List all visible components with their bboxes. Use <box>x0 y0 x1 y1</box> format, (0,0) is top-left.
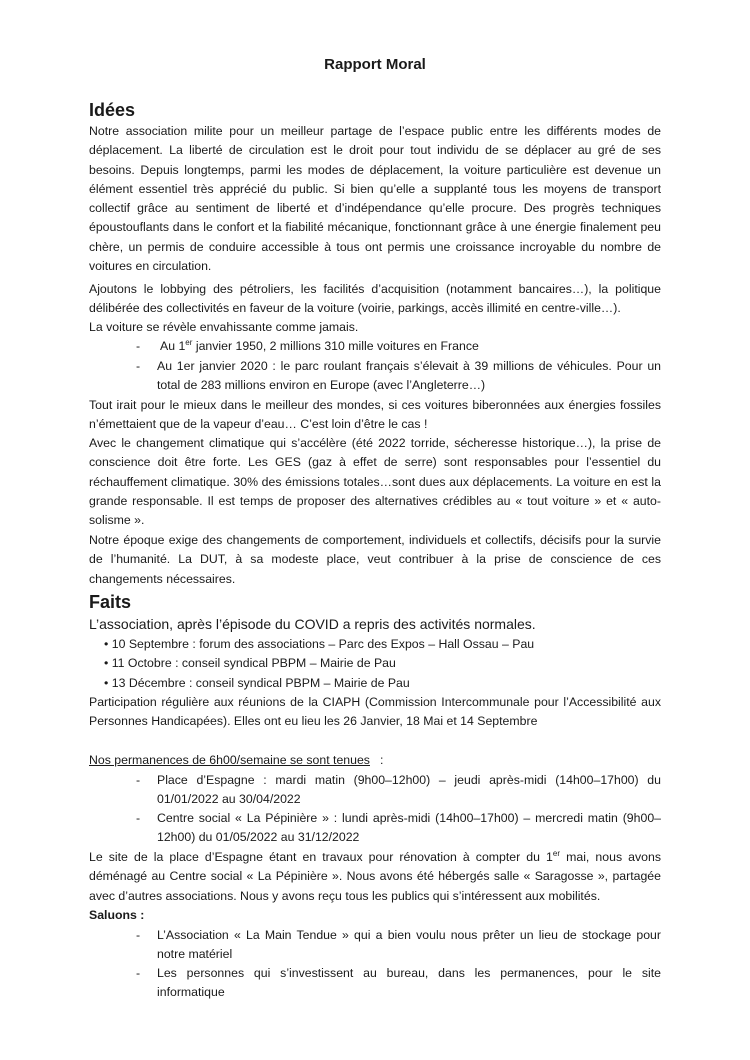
paragraph-demenagement: Le site de la place d’Espagne étant en travaux pour rénovation à compter du 1er mai, nous avons déménagé au Centre social « La Pépinière ». Nous avons été hébergés salle « Saragosse », partagée avec d’autres associations. Nous y avons reçu tous les publics qui s’intéressent aux mobilités. <box>89 848 661 903</box>
paragraph-intro: Notre association milite pour un meilleur partage de l’espace public entre les différents modes de déplacement. La liberté de circulation est le droit pour tout individu de se déplacer au gré de ses besoins. Depuis longtemps, parmi les modes de déplacement, la voiture particulière est devenue un élément essentiel très apprécié du public. Si bien qu’elle a supplanté tous les moyens de transport collectif grâce au sentiment de liberté et d’indépendance qu’elle procure. Des progrès techniques époustouflants dans le confort et la fiabilité mécanique, fonctionnant grâce à une énergie finalement peu chère, un permis de conduire accessible à tous ont permis une croissance incroyable du nombre de voitures en circulation. <box>89 124 661 274</box>
section-heading-faits: Faits <box>89 592 132 612</box>
paragraph-epoque: Notre époque exige des changements de comportement, individuels et collectifs, décisifs pour la survie de l’humanité. La DUT, à sa modeste place, veut contribuer à la prise de conscience de ces changements nécessaires. <box>89 533 661 586</box>
paragraph-envahissante: La voiture se révèle envahissante comme jamais. <box>89 320 359 334</box>
list-item-1950: Au 1er janvier 1950, 2 millions 310 mille voitures en France <box>160 337 479 353</box>
list-item-2020: Au 1er janvier 2020 : le parc roulant français s’élevait à 39 millions de véhicules. Pour un total de 283 millions environ en Europe (avec l’Angleterre…) <box>157 359 661 393</box>
paragraph-tout-irait: Tout irait pour le mieux dans le meilleur des mondes, si ces voitures biberonnées aux énergies fossiles n’émettaient que de la vapeur d’eau… C’est loin d’être le cas ! <box>89 398 661 432</box>
permanences-colon: : <box>380 753 384 767</box>
event-item: • 11 Octobre : conseil syndical PBPM – Mairie de Pau <box>104 656 396 670</box>
permanence-espagne: Place d’Espagne : mardi matin (9h00–12h00) – jeudi après-midi (14h00–17h00) du 01/01/2022 au 30/04/2022 <box>157 773 661 807</box>
saluons-heading: Saluons : <box>89 908 145 922</box>
list-dash: - <box>136 339 141 353</box>
list-dash: - <box>136 359 141 373</box>
paragraph-climat: Avec le changement climatique qui s’accélère (été 2022 torride, sécheresse historique…), la prise de conscience doit être forte. Les GES (gaz à effet de serre) sont responsables pour l’essentiel du réchauffement climatique. 30% des émissions totales…sont dues aux déplacements. La voiture en est la grande responsable. Il est temps de proposer des alternatives crédibles au « tout voiture » et « auto-solisme ». <box>89 436 661 528</box>
section-heading-idees: Idées <box>89 100 136 120</box>
permanence-pepiniere: Centre social « La Pépinière » : lundi après-midi (14h00–17h00) – mercredi matin (9h00–12h00) du 01/05/2022 au 31/12/2022 <box>157 811 661 845</box>
paragraph-lobbying: Ajoutons le lobbying des pétroliers, les facilités d’acquisition (notamment bancaires…), la politique délibérée des collectivités en faveur de la voiture (voirie, parkings, accès illimité en centre-ville…). <box>89 282 661 316</box>
paragraph-ciaph: Participation régulière aux réunions de la CIAPH (Commission Intercommunale pour l’Accessibilité aux Personnes Handicapées). Elles ont eu lieu les 26 Janvier, 18 Mai et 14 Septembre <box>89 695 661 729</box>
event-item: • 10 Septembre : forum des associations – Parc des Expos – Hall Ossau – Pau <box>104 637 535 651</box>
thanks-main-tendue: L’Association « La Main Tendue » qui a bien voulu nous prêter un lieu de stockage pour notre matériel <box>157 928 661 962</box>
page-title: Rapport Moral <box>324 56 426 73</box>
list-dash: - <box>136 773 141 787</box>
list-dash: - <box>136 966 141 980</box>
paragraph-covid: L’association, après l’épisode du COVID a repris des activités normales. <box>89 616 536 632</box>
list-dash: - <box>136 928 141 942</box>
list-dash: - <box>136 811 141 825</box>
permanences-heading: Nos permanences de 6h00/semaine se sont tenues <box>89 753 370 767</box>
event-item: • 13 Décembre : conseil syndical PBPM – Mairie de Pau <box>104 676 410 690</box>
thanks-benevoles: Les personnes qui s’investissent au bureau, dans les permanences, pour le site informatique <box>157 966 661 1000</box>
